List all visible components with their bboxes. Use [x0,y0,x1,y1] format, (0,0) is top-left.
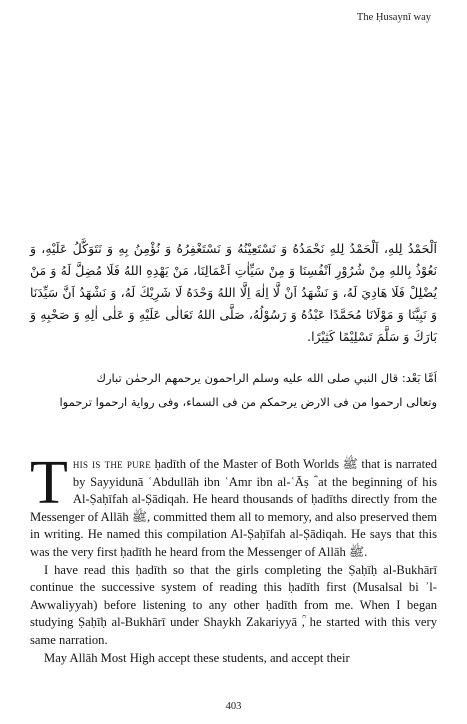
paragraph-1 [30,449,437,562]
arabic-hadith-line-2: وتعالى ارحموا من فى الارض يرحمكم من فى السماء، وفى رواية ارحموا ترحموا [59,395,437,409]
arabic-hadith [30,366,437,414]
paragraph-2: I have read this ḥadīth so that the girls completing the Ṣaḥīḥ al-Bukhārī continue the successive system of reading this ḥadīth first (Musalsal bi ʾl-Awwaliyyah) before listening to any other ḥadīth from me. When I began studying Ṣaḥīḥ al-Bukhārī under Shaykh Zakariyyā ؒ, he started with this very same narration. [30,562,437,647]
page-number: 403 [225,701,242,712]
body-text [30,449,437,667]
running-head: The Ḥusaynī way [356,12,431,23]
drop-cap: T [30,449,68,517]
arabic-khutba-text: اَلْحَمْدُ لِلهِ، اَلْحَمْدُ لِلهِ نَحْمَدُهُ وَ نَسْتَعِيْنُهُ وَ نَسْتَغْفِرُهُ وَ نُؤْمِنُ بِهِ وَ نَتَوَكَّلُ عَلَيْهِ، وَ نَعُوْذُ بِاللهِ مِنْ شُرُوْرِ اَنْفُسِنَا وَ مِنْ سَيِّاٰتِ اَعْمَالِنَا، مَنْ يَهْدِهِ اللهُ فَلَا مُضِلَّ لَهُ وَ مَنْ يُضْلِلْ فَلَا هَادِيَ لَهُ، وَ نَشْهَدُ اَنْ لَّا اِلٰهَ اِلَّا اللهُ وَحْدَهُ لَا شَرِيْكَ لَهُ، وَ نَشْهَدُ اَنَّ سَيِّدَنَا وَ نَبِيَّنَا وَ مَوْلَانَا مُحَمَّدًا عَبْدُهُ وَ رَسُوْلُهُ، صَلَّى اللهُ تَعَالٰى عَلَيْهِ وَ عَلٰى اٰلِهِ وَ صَحْبِهِ وَ بَارَكَ وَ سَلَّمَ تَسْلِيْمًا كَثِيْرًا. [30,241,437,344]
opening-smallcaps: his is the pure [72,457,152,471]
paragraph-1-text: ḥadīth of the Master of Both Worlds ﷺ that is narrated by Sayyidunā ʿAbdullāh ibn ʿAmr ibn al-ʿĀṣ ؓ at the beginning of his Al-Ṣaḥīfah al-Ṣādiqah. He heard thousands of ḥadīths directly from the Messenger of Allāh ﷺ, committed them all to memory, and also preserved them in writing. He named this compilation Al-Ṣaḥīfah al-Ṣādiqah. He says that this was the very first ḥadīth he heard from the Messenger of Allāh ﷺ. [30,457,437,559]
paragraph-3: May Allāh Most High accept these students, and accept their [44,650,350,665]
arabic-khutba [30,238,437,348]
arabic-hadith-line-1: اَمَّا بَعْد: قال النبي صلى الله عليه وسلم الراحمون يرحمهم الرحمٰن تبارك [96,371,437,385]
